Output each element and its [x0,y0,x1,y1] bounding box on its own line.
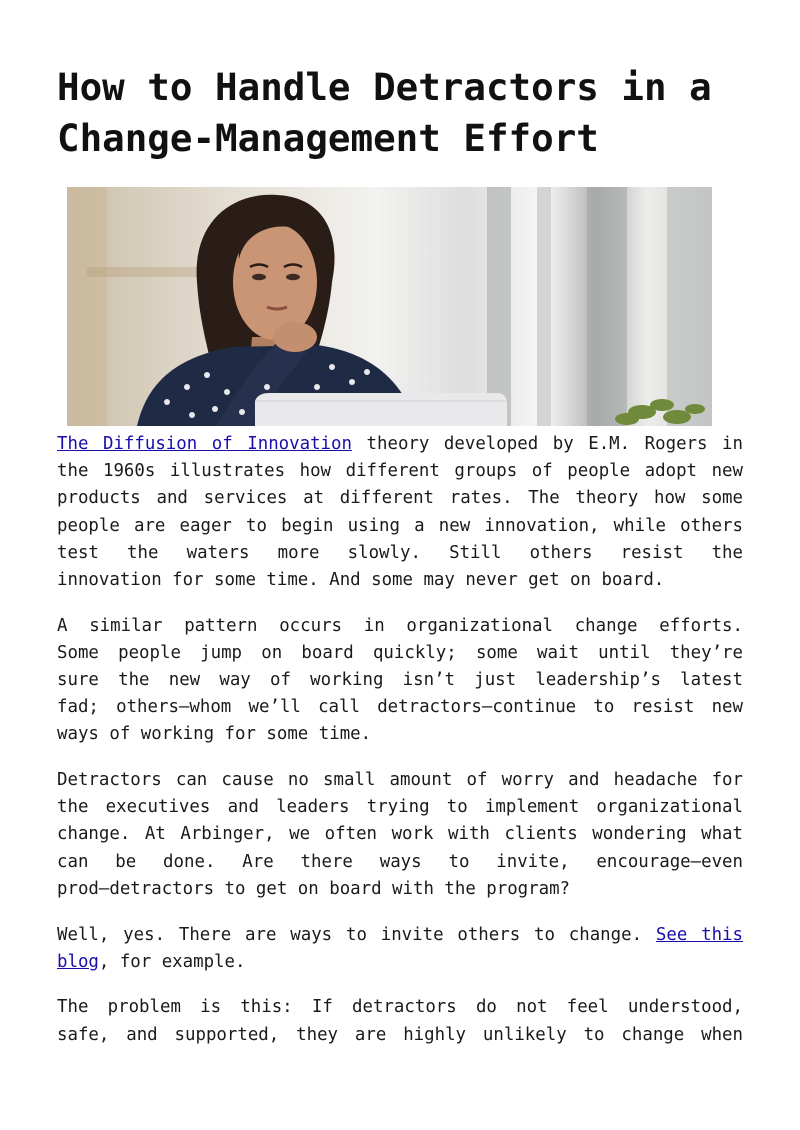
paragraph-line [57,431,743,458]
paragraph-line: change. At Arbinger, we often work with clients wondering what [57,824,743,845]
link-line-rest: theory developed by E.M. Rogers in [351,434,743,454]
paragraph-line: people are eager to begin using a new innovation, while others [57,515,743,536]
paragraph-text: Well, yes. There are ways to invite others to change. [57,924,656,945]
article-body [57,431,743,1067]
paragraph-line: Some people jump on board quickly; some wait until they’re [57,642,743,663]
paragraph [57,431,743,594]
paragraph-line: sure the new way of working isn’t just leadership’s latest [57,670,743,690]
paragraph-line: the 1960s illustrates how different groups of people adopt new [57,461,743,482]
hero-image [67,187,712,426]
paragraph [57,613,743,749]
hero-illustration [67,187,712,426]
paragraph-line [57,922,743,949]
paragraph-line: can be done. Are there ways to invite, encourage—even [57,851,743,872]
paragraph-line: A similar pattern occurs in organizational change efforts. [57,615,743,636]
paragraph-line: the executives and leaders trying to implement organizational [57,797,743,818]
paragraph-line: The problem is this: If detractors do not feel understood, [57,997,743,1018]
paragraph-line: ways of working for some time. [57,724,372,745]
paragraph [57,922,743,976]
paragraph-text: , for example. [98,951,246,972]
title-line: Change-Management Effort [57,116,599,160]
paragraph-line: test the waters more slowly. Still others resist the [57,542,743,563]
paragraph-line: prod—detractors to get on board with the program? [57,878,571,899]
paragraph-line: innovation for some time. And some may never get on board. [57,569,665,590]
paragraph [57,767,743,903]
paragraph-line: safe, and supported, they are highly unlikely to change when [57,1024,743,1045]
paragraph [57,994,743,1048]
paragraph-line [57,949,743,976]
paragraph-line: products and services at different rates. The theory how some [57,488,743,509]
blog-link[interactable]: blog [57,951,99,972]
see-this-blog-link[interactable]: See this [655,924,744,945]
title-line: How to Handle Detractors in a [57,65,712,109]
paragraph-line: fad; others—whom we’ll call detractors—continue to resist new [57,697,743,718]
diffusion-of-innovation-link[interactable]: The Diffusion of Innovation [57,434,352,454]
article-title [57,62,757,164]
paragraph-line: Detractors can cause no small amount of worry and headache for [57,770,743,791]
